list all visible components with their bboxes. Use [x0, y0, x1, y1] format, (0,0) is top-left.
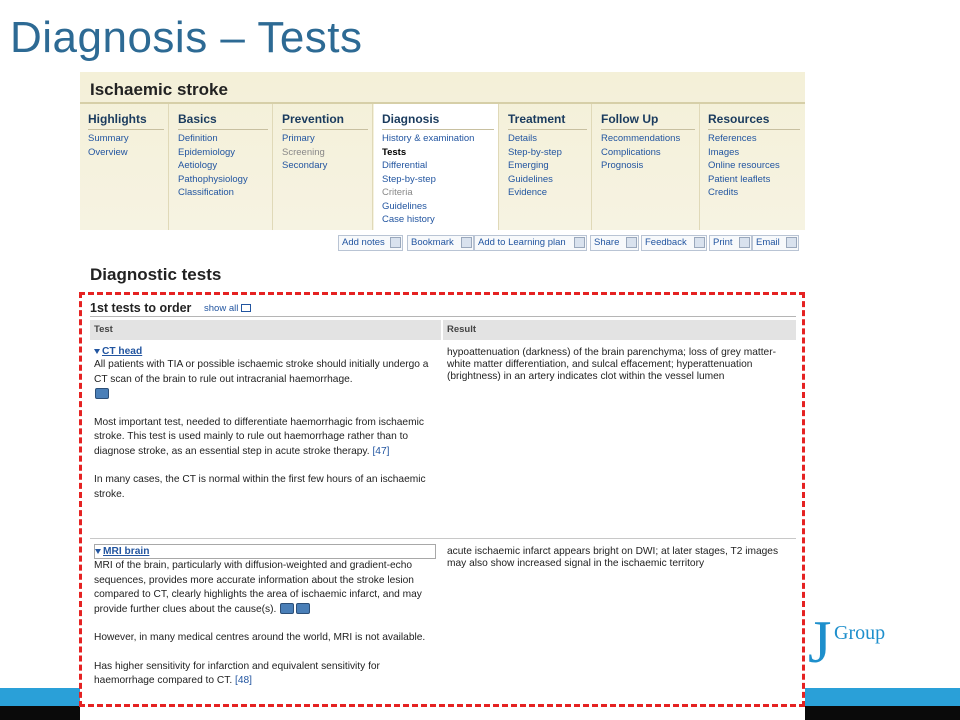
nav-item-pathophysiology[interactable]: Pathophysiology: [178, 173, 248, 185]
reference-link[interactable]: [47]: [372, 445, 390, 457]
paragraph-text: However, in many medical centres around the world, MRI is not available.: [94, 632, 426, 643]
nav-item-epidemiology[interactable]: Epidemiology: [178, 146, 236, 158]
learning-plan-icon: [574, 237, 585, 248]
nav-item-summary[interactable]: Summary: [88, 133, 129, 144]
test-paragraph: [94, 631, 439, 646]
nav-heading[interactable]: Treatment: [508, 112, 566, 126]
image-icon[interactable]: [280, 603, 294, 614]
paragraph-text: MRI of the brain, particularly with diffusion-weighted and gradient-echo sequences, provides more accurate information about the stroke lesion compared to CT, clearly highlights the area of ischaemic infarct, and may provide further clues about the cause(s).: [94, 560, 422, 615]
nav-item-patient-leaflets[interactable]: Patient leaflets: [708, 173, 771, 185]
collapse-arrow-icon: [94, 349, 100, 354]
button-label: Print: [713, 237, 733, 248]
divider: [282, 129, 368, 130]
test-paragraph: [94, 358, 439, 402]
test-name-label: CT head: [102, 346, 143, 357]
feedback-icon: [694, 237, 705, 248]
row-divider: [90, 538, 796, 539]
nav-heading[interactable]: Diagnosis: [382, 112, 440, 126]
image-icon[interactable]: [95, 388, 109, 399]
notes-icon: [390, 237, 401, 248]
button-label: Add notes: [342, 237, 385, 248]
divider: [382, 129, 494, 130]
divider: [708, 129, 800, 130]
nav-item-secondary[interactable]: Secondary: [282, 160, 328, 171]
paragraph-text: All patients with TIA or possible ischaemic stroke should initially undergo a CT scan of the brain to rule out intracranial haemorrhage.: [94, 359, 429, 385]
divider: [178, 129, 268, 130]
nav-group-basics: [170, 104, 273, 230]
email-icon: [786, 237, 797, 248]
test-paragraph: [94, 660, 439, 689]
nav-heading[interactable]: Highlights: [88, 112, 147, 126]
nav-item-guidelines[interactable]: Guidelines: [508, 173, 553, 185]
paragraph-text: In many cases, the CT is normal within the first few hours of an ischaemic stroke.: [94, 474, 426, 500]
nav-group-highlights: [80, 104, 169, 230]
add-to-learning-plan-button[interactable]: [474, 235, 587, 251]
logo-text: Group: [834, 622, 886, 644]
table-row: [94, 345, 439, 516]
divider: [601, 129, 695, 130]
image-icon[interactable]: [296, 603, 310, 614]
nav-item-differential[interactable]: Differential: [382, 160, 428, 171]
column-header-result: Result: [447, 324, 477, 335]
nav-item-details[interactable]: Details: [508, 133, 538, 144]
collapse-arrow-icon: [95, 549, 101, 554]
button-label: Add to Learning plan: [478, 237, 566, 248]
reference-link[interactable]: [48]: [235, 675, 253, 686]
nav-item-evidence[interactable]: Evidence: [508, 187, 548, 198]
nav-group-treatment: [500, 104, 592, 230]
nav-item-definition[interactable]: Definition: [178, 133, 218, 144]
result-text: acute ischaemic infarct appears bright on DWI; at later stages, T2 images may also show increased signal in the ischaemic territory: [447, 546, 779, 569]
test-paragraph: [94, 416, 439, 460]
topic-header: [80, 72, 805, 230]
test-name-label: MRI brain: [103, 546, 150, 557]
nav-group-prevention: [274, 104, 373, 230]
button-label: Share: [594, 237, 620, 248]
button-label: Bookmark: [411, 237, 454, 248]
test-paragraph: [94, 473, 439, 502]
test-name-ct-head[interactable]: [94, 345, 439, 358]
slide-title: Diagnosis – Tests: [10, 13, 363, 62]
nav-heading[interactable]: Follow Up: [601, 112, 659, 126]
button-label: Email: [756, 237, 780, 248]
share-button[interactable]: [590, 235, 639, 251]
column-header-test: Test: [94, 324, 113, 335]
nav-item-credits[interactable]: Credits: [708, 187, 739, 198]
share-icon: [626, 237, 637, 248]
nav-item-overview[interactable]: Overview: [88, 146, 128, 158]
table-row: [94, 544, 439, 703]
nav-item-references[interactable]: References: [708, 133, 757, 144]
nav-heading[interactable]: Prevention: [282, 112, 345, 126]
nav-heading[interactable]: Basics: [178, 112, 217, 126]
app-window: [80, 72, 805, 720]
action-toolbar: [80, 235, 798, 251]
nav-item-step-by-step[interactable]: Step-by-step: [382, 173, 436, 185]
expand-icon: [241, 304, 251, 312]
divider: [90, 316, 796, 317]
email-button[interactable]: [752, 235, 799, 251]
nav-item-classification[interactable]: Classification: [178, 187, 234, 198]
nav-group-follow-up: [593, 104, 700, 230]
nav-item-emerging[interactable]: Emerging: [508, 160, 549, 171]
topic-title: Ischaemic stroke: [90, 80, 228, 99]
nav-heading[interactable]: Resources: [708, 112, 770, 126]
section-title: 1st tests to order: [90, 301, 192, 315]
nav-item-prognosis[interactable]: Prognosis: [601, 160, 644, 171]
show-all-link[interactable]: [204, 303, 251, 314]
print-button[interactable]: [709, 235, 752, 251]
table-header: [90, 320, 796, 340]
page-heading: Diagnostic tests: [90, 265, 222, 284]
test-paragraph: [94, 559, 439, 617]
nav-item-screening: Screening: [282, 146, 325, 158]
bookmark-icon: [461, 237, 472, 248]
nav-group-diagnosis: [374, 104, 499, 230]
paragraph-text: Most important test, needed to differentiate haemorrhagic from ischaemic stroke. This test is used mainly to rule out haemorrhage rather than to diagnose stroke, as an essential step in acute stroke therapy.: [94, 416, 424, 457]
add-notes-button[interactable]: [338, 235, 403, 251]
nav-item-history-examination[interactable]: History & examination: [382, 133, 475, 144]
paragraph-text: Has higher sensitivity for infarction and equivalent sensitivity for haemorrhage compared to CT.: [94, 660, 380, 686]
button-label: Feedback: [645, 237, 687, 248]
divider: [88, 129, 164, 130]
nav-item-step-by-step[interactable]: Step-by-step: [508, 146, 562, 158]
nav-item-complications[interactable]: Complications: [601, 146, 661, 158]
print-icon: [739, 237, 750, 248]
nav-group-resources: [700, 104, 804, 230]
nav-item-case-history[interactable]: Case history: [382, 214, 435, 225]
nav-item-online-resources[interactable]: Online resources: [708, 160, 780, 171]
test-name-mri-brain[interactable]: [94, 544, 436, 559]
nav-item-aetiology[interactable]: Aetiology: [178, 160, 218, 171]
feedback-button[interactable]: [641, 235, 707, 251]
result-text: hypoattenuation (darkness) of the brain parenchyma; loss of grey matter-white matter differentiation, and sulcal effacement; hyperattenuation (brightness) in an artery indicates clot within the vessel lumen: [447, 347, 776, 382]
nav-item-guidelines[interactable]: Guidelines: [382, 200, 427, 212]
nav-item-primary[interactable]: Primary: [282, 133, 315, 144]
divider: [441, 320, 443, 340]
nav-item-criteria: Criteria: [382, 187, 413, 198]
divider: [508, 129, 587, 130]
nav-item-tests[interactable]: Tests: [382, 146, 407, 158]
bookmark-button[interactable]: [407, 235, 474, 251]
logo-mark-icon: J: [808, 609, 832, 675]
nav-item-recommendations[interactable]: Recommendations: [601, 133, 681, 144]
show-all-label: show all: [204, 303, 239, 314]
nav-item-images[interactable]: Images: [708, 146, 740, 158]
